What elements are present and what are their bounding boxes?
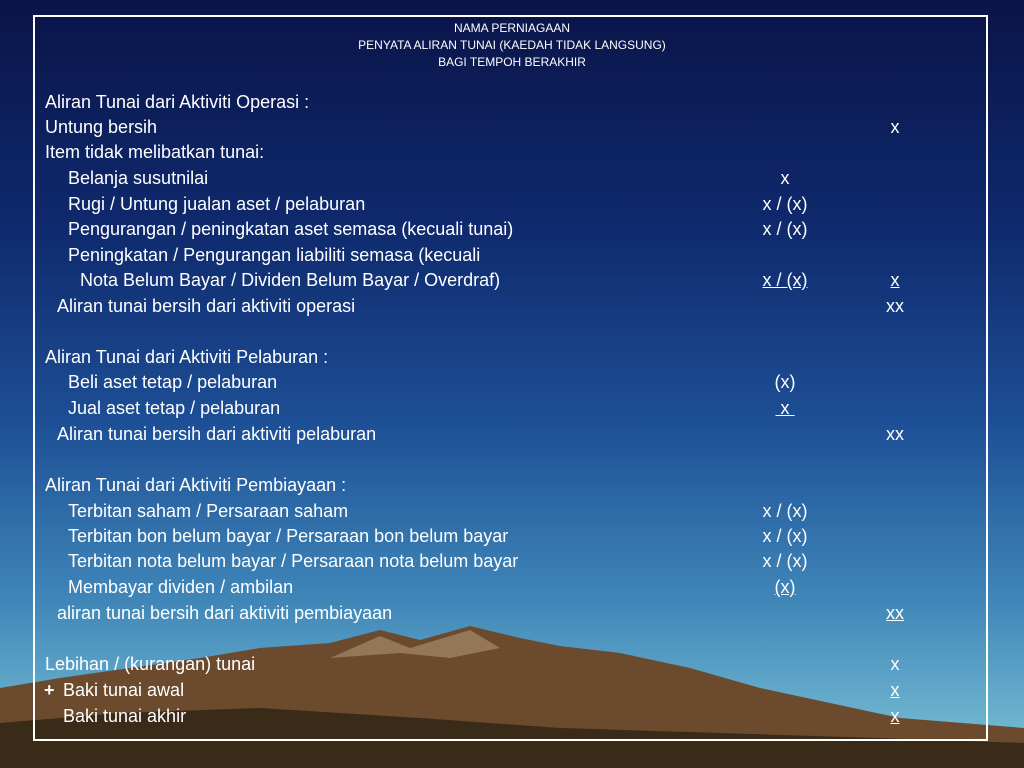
buy-assets-row [0, 369, 1024, 395]
financing-heading: Aliran Tunai dari Aktiviti Pembiayaan : [45, 475, 347, 495]
cash-surplus-amount: x [890, 654, 900, 674]
disposal-gain-loss-amount: x / (x) [762, 194, 808, 214]
non-cash-heading-row [0, 139, 1024, 165]
net-profit-amount: x [890, 117, 900, 137]
bond-issue-amount: x / (x) [762, 526, 808, 546]
statement-title: PENYATA ALIRAN TUNAI (KAEDAH TIDAK LANGSUNG) [358, 38, 666, 52]
bond-issue-row [0, 523, 1024, 549]
operating-heading: Aliran Tunai dari Aktiviti Operasi : [45, 92, 310, 112]
notes-dividend-overdraft-amount: x / (x) [762, 270, 808, 290]
current-assets-row [0, 216, 1024, 242]
net-operating-amount: xx [886, 296, 904, 316]
net-financing-label: aliran tunai bersih dari aktiviti pembiayaan [57, 603, 393, 623]
depreciation-amount: x [780, 168, 790, 188]
net-operating-row [0, 293, 1024, 319]
investing-heading-row [0, 344, 1024, 370]
cash-surplus-label: Lebihan / (kurangan) tunai [45, 654, 256, 674]
sell-assets-label: Jual aset tetap / pelaburan [68, 398, 281, 418]
business-name: NAMA PERNIAGAAN [453, 21, 571, 35]
net-investing-row [0, 421, 1024, 447]
disposal-gain-loss-row [0, 191, 1024, 217]
net-investing-amount: xx [886, 424, 904, 444]
dividend-payment-amount: (x) [774, 577, 796, 597]
non-cash-heading: Item tidak melibatkan tunai: [45, 142, 265, 162]
opening-balance-row [0, 677, 1024, 703]
cash-surplus-row [0, 651, 1024, 677]
sell-assets-amount: x [775, 398, 795, 418]
plus-sign: + [44, 680, 55, 700]
depreciation-row [0, 165, 1024, 191]
net-financing-amount: xx [886, 603, 904, 623]
non-cash-total-amount: x [890, 270, 900, 290]
investing-heading: Aliran Tunai dari Aktiviti Pelaburan : [45, 347, 329, 367]
net-financing-row [0, 600, 1024, 626]
current-assets-amount: x / (x) [762, 219, 808, 239]
current-liabilities-label: Peningkatan / Pengurangan liabiliti semasa (kecuali [68, 245, 481, 265]
notes-dividend-overdraft-label: Nota Belum Bayar / Dividen Belum Bayar / Overdraf) [80, 270, 501, 290]
statement-period: BAGI TEMPOH BERAKHIR [438, 55, 586, 69]
disposal-gain-loss-label: Rugi / Untung jualan aset / pelaburan [68, 194, 366, 214]
share-issue-label: Terbitan saham / Persaraan saham [68, 501, 349, 521]
share-issue-amount: x / (x) [762, 501, 808, 521]
note-issue-label: Terbitan nota belum bayar / Persaraan nota belum bayar [68, 551, 519, 571]
current-liabilities-row [0, 242, 1024, 268]
net-operating-label: Aliran tunai bersih dari aktiviti operasi [57, 296, 356, 316]
closing-balance-row [0, 703, 1024, 729]
dividend-payment-row [0, 574, 1024, 600]
net-profit-row [0, 114, 1024, 140]
net-profit-label: Untung bersih [45, 117, 158, 137]
bond-issue-label: Terbitan bon belum bayar / Persaraan bon belum bayar [68, 526, 509, 546]
share-issue-row [0, 498, 1024, 524]
opening-balance-label: Baki tunai awal [63, 680, 185, 700]
current-assets-label: Pengurangan / peningkatan aset semasa (kecuali tunai) [68, 219, 514, 239]
dividend-payment-label: Membayar dividen / ambilan [68, 577, 294, 597]
buy-assets-amount: (x) [774, 372, 796, 392]
buy-assets-label: Beli aset tetap / pelaburan [68, 372, 278, 392]
closing-balance-amount: x [890, 706, 900, 726]
operating-heading-row [0, 89, 1024, 115]
notes-dividend-overdraft-row [0, 267, 1024, 293]
opening-balance-amount: x [890, 680, 900, 700]
sell-assets-row [0, 395, 1024, 421]
depreciation-label: Belanja susutnilai [68, 168, 209, 188]
closing-balance-label: Baki tunai akhir [63, 706, 187, 726]
note-issue-row [0, 548, 1024, 574]
net-investing-label: Aliran tunai bersih dari aktiviti pelaburan [57, 424, 377, 444]
financing-heading-row [0, 472, 1024, 498]
note-issue-amount: x / (x) [762, 551, 808, 571]
